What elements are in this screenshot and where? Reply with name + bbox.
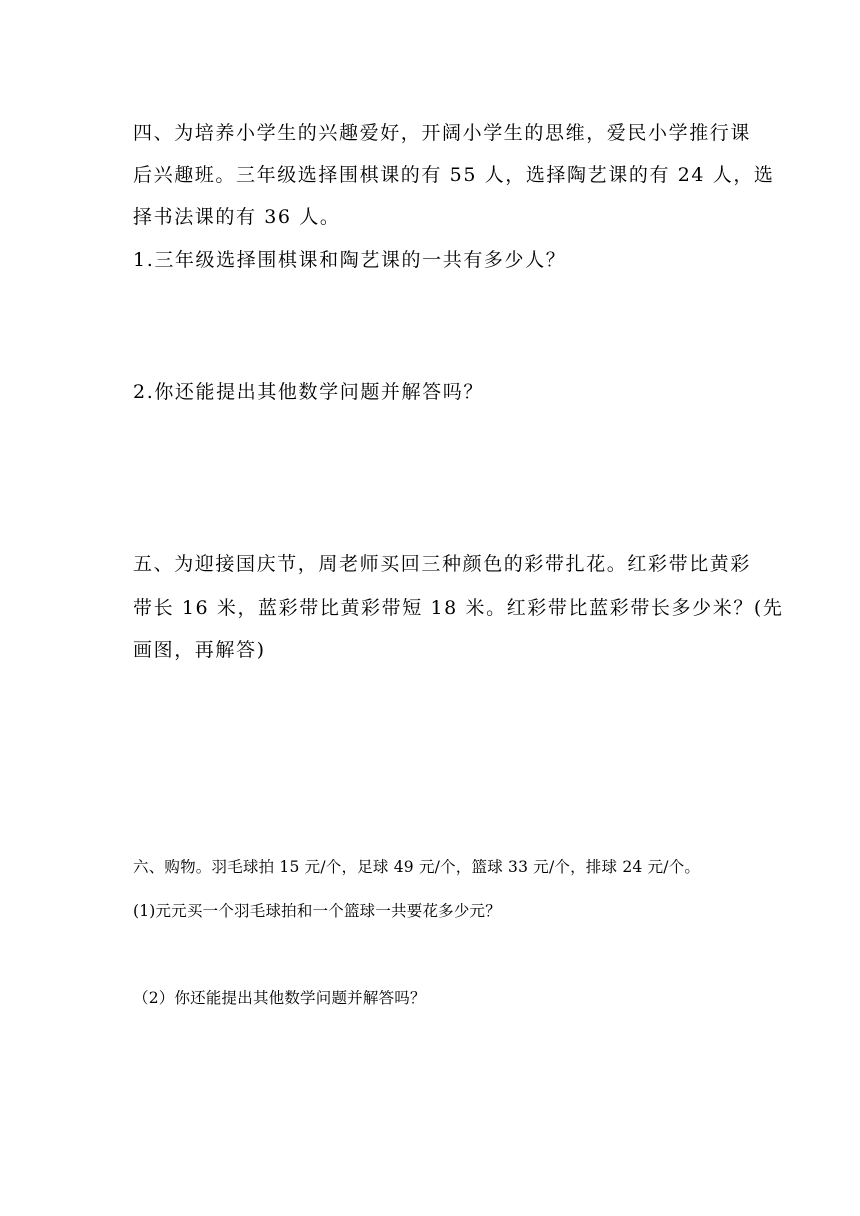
section-4-line-2: 后兴趣班。三年级选择围棋课的有 55 人，选择陶艺课的有 24 人，选 bbox=[133, 164, 775, 186]
section-4-line-3: 择书法课的有 36 人。 bbox=[133, 206, 341, 228]
section-4-line-1: 四、为培养小学生的兴趣爱好，开阔小学生的思维，爱民小学推行课 bbox=[133, 122, 752, 144]
section-6-intro: 六、购物。羽毛球拍 15 元/个，足球 49 元/个，篮球 33 元/个，排球 24 元/个。 bbox=[133, 858, 701, 876]
section-5-line-3: 画图，再解答) bbox=[133, 639, 266, 661]
section-6-question-1: (1)元元买一个羽毛球拍和一个篮球一共要花多少元？ bbox=[133, 902, 501, 920]
section-4-question-2: 2.你还能提出其他数学问题并解答吗？ bbox=[133, 381, 484, 403]
section-5-line-1: 五、为迎接国庆节，周老师买回三种颜色的彩带扎花。红彩带比黄彩 bbox=[133, 553, 752, 575]
section-6-question-2: （2）你还能提出其他数学问题并解答吗？ bbox=[133, 989, 426, 1007]
section-4-question-1: 1.三年级选择围棋课和陶艺课的一共有多少人？ bbox=[133, 249, 567, 271]
section-5-line-2: 带长 16 米，蓝彩带比黄彩带短 18 米。红彩带比蓝彩带长多少米？(先 bbox=[133, 597, 784, 619]
